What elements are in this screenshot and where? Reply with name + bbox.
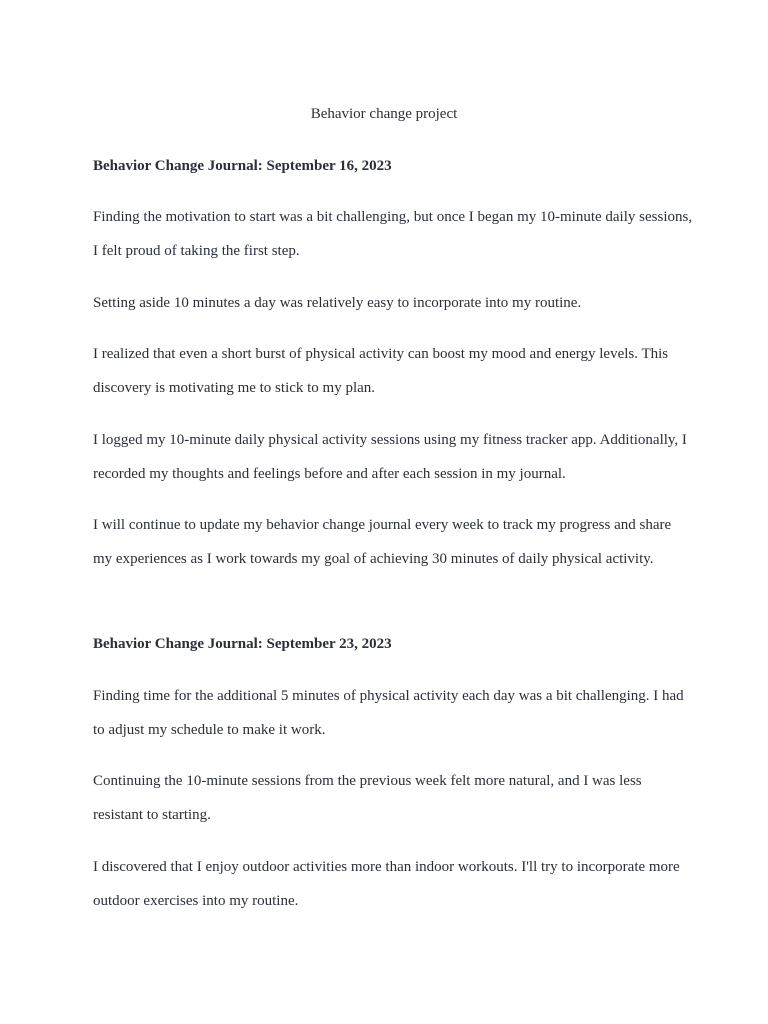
paragraph-realization: I realized that even a short burst of physical activity can boost my mood and energy levels. This discovery is motivating me to stick to my plan. [93, 346, 669, 396]
paragraph-continue: I will continue to update my behavior change journal every week to track my progress and share my experiences as I work towards my goal of achieving 30 minutes of daily physical activity. [93, 517, 672, 567]
journal-heading-sep-16: Behavior Change Journal: September 16, 2023 [93, 158, 392, 174]
paragraph-logging: I logged my 10-minute daily physical activity sessions using my fitness tracker app. Additionally, I recorded my thoughts and feelings before and after each session in my journal. [93, 432, 687, 482]
paragraph-additional-time: Finding time for the additional 5 minutes of physical activity each day was a bit challenging. I had to adjust my schedule to make it work. [93, 688, 684, 738]
paragraph-outdoor: I discovered that I enjoy outdoor activities more than indoor workouts. I'll try to incorporate more outdoor exercises into my routine. [93, 859, 680, 909]
journal-heading-sep-23: Behavior Change Journal: September 23, 2023 [93, 636, 392, 652]
document-title: Behavior change project [310, 106, 458, 122]
paragraph-motivation: Finding the motivation to start was a bit challenging, but once I began my 10-minute daily sessions, I felt proud of taking the first step. [93, 209, 693, 259]
paragraph-setting-aside: Setting aside 10 minutes a day was relatively easy to incorporate into my routine. [93, 295, 582, 311]
paragraph-continuing-sessions: Continuing the 10-minute sessions from the previous week felt more natural, and I was less resistant to starting. [93, 773, 642, 823]
